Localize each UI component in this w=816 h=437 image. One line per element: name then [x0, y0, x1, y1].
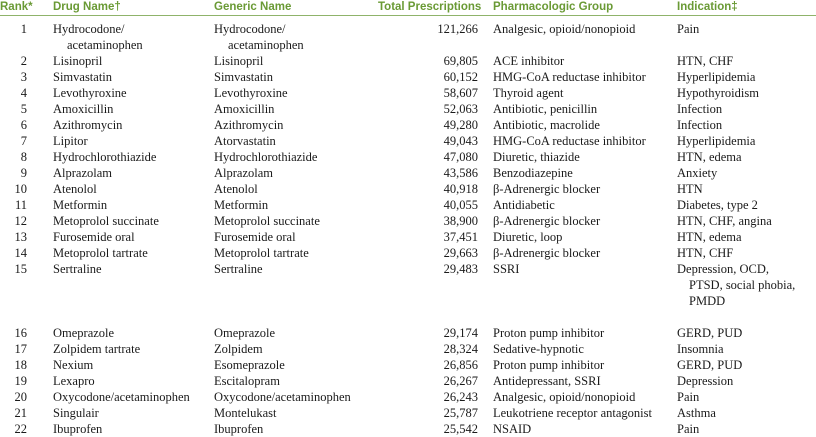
indication-cell-line: Pain [677, 390, 700, 404]
indication-cell [677, 53, 816, 69]
drug-name-cell [53, 85, 208, 101]
drug-name-cell-line: Levothyroxine [53, 86, 127, 100]
pharmacologic-group-cell: β-Adrenergic blocker [493, 246, 601, 260]
table-row [0, 325, 816, 341]
pharmacologic-group-cell: SSRI [493, 262, 520, 276]
indication-cell-line: Anxiety [677, 166, 718, 180]
rank-cell: 7 [20, 134, 27, 148]
indication-cell-line: GERD, PUD [677, 358, 743, 372]
table-row [0, 69, 816, 85]
indication-cell-line: HTN, CHF [677, 54, 734, 68]
table-row [0, 341, 816, 357]
pharmacologic-group-cell: NSAID [493, 422, 532, 436]
table-row [0, 261, 816, 325]
generic-name-cell [214, 117, 379, 133]
rank-cell: 19 [14, 374, 27, 388]
pharmacologic-group-cell: Antidepressant, SSRI [493, 374, 601, 388]
pharmacologic-group-cell: β-Adrenergic blocker [493, 182, 601, 196]
indication-cell-line: Hyperlipidemia [677, 70, 756, 84]
table-row [0, 245, 816, 261]
generic-name-cell [214, 181, 379, 197]
table-row [0, 133, 816, 149]
pharmacologic-group-cell: Sedative-hypnotic [493, 342, 584, 356]
rank-cell: 13 [14, 230, 27, 244]
indication-cell [677, 325, 816, 341]
rank-cell: 16 [14, 326, 27, 340]
rank-cell: 8 [20, 150, 27, 164]
pharmacologic-group-cell: Diuretic, loop [493, 230, 563, 244]
drug-name-cell-line: Simvastatin [53, 70, 113, 84]
indication-cell-line: Insomnia [677, 342, 724, 356]
table-row [0, 181, 816, 197]
generic-name-cell-line: Lisinopril [214, 54, 264, 68]
total-prescriptions-cell: 49,043 [443, 134, 478, 148]
header-divider [0, 15, 816, 16]
indication-cell-line: HTN, edema [677, 150, 742, 164]
total-prescriptions-cell: 38,900 [443, 214, 478, 228]
indication-cell [677, 229, 816, 245]
indication-cell [677, 421, 816, 437]
generic-name-cell-line: Ibuprofen [214, 422, 264, 436]
indication-cell [677, 357, 816, 373]
generic-name-cell [214, 69, 379, 85]
rank-cell: 15 [14, 262, 27, 276]
generic-name-cell [214, 213, 379, 229]
generic-name-cell-line: Simvastatin [214, 70, 274, 84]
drug-name-cell-line: Omeprazole [53, 326, 115, 340]
drug-name-cell [53, 197, 208, 213]
drug-name-cell-line: Metoprolol tartrate [53, 246, 148, 260]
indication-cell-line: PTSD, social phobia, [689, 278, 796, 292]
total-prescriptions-cell: 29,663 [443, 246, 478, 260]
pharmacologic-group-cell: Antibiotic, penicillin [493, 102, 598, 116]
pharmacologic-group-cell: Proton pump inhibitor [493, 326, 605, 340]
indication-cell-line: HTN [677, 182, 703, 196]
table-row [0, 53, 816, 69]
indication-cell-line: Diabetes, type 2 [677, 198, 758, 212]
drug-name-cell [53, 165, 208, 181]
generic-name-cell-line: Furosemide oral [214, 230, 296, 244]
drug-name-cell-line: Hydrocodone/ [53, 22, 125, 36]
indication-cell [677, 165, 816, 181]
pharmacologic-group-cell: Diuretic, thiazide [493, 150, 580, 164]
generic-name-cell [214, 405, 379, 421]
header-indication: Indication‡ [677, 1, 738, 13]
table-row [0, 389, 816, 405]
drug-name-cell [53, 21, 208, 53]
drug-name-cell [53, 245, 208, 261]
rank-cell: 21 [14, 406, 27, 420]
indication-cell-line: Hypothyroidism [677, 86, 759, 100]
generic-name-cell [214, 149, 379, 165]
total-prescriptions-cell: 58,607 [443, 86, 478, 100]
generic-name-cell [214, 325, 379, 341]
indication-cell-line: Asthma [677, 406, 716, 420]
rank-cell: 12 [14, 214, 27, 228]
generic-name-cell-line: Omeprazole [214, 326, 276, 340]
generic-name-cell-line: Metoprolol tartrate [214, 246, 309, 260]
header-drug-name: Drug Name† [53, 1, 121, 13]
generic-name-cell-line: Azithromycin [214, 118, 284, 132]
generic-name-cell [214, 341, 379, 357]
total-prescriptions-cell: 26,267 [443, 374, 478, 388]
drug-name-cell [53, 101, 208, 117]
indication-cell [677, 149, 816, 165]
generic-name-cell [214, 421, 379, 437]
generic-name-cell [214, 85, 379, 101]
drug-name-cell [53, 53, 208, 69]
rank-cell: 20 [14, 390, 27, 404]
table-row [0, 405, 816, 421]
drug-name-cell [53, 133, 208, 149]
generic-name-cell-line: Alprazolam [214, 166, 274, 180]
total-prescriptions-cell: 69,805 [443, 54, 478, 68]
indication-cell [677, 85, 816, 101]
total-prescriptions-cell: 60,152 [443, 70, 478, 84]
indication-cell-line: Pain [677, 422, 700, 436]
total-prescriptions-cell: 40,055 [443, 198, 478, 212]
total-prescriptions-cell: 26,856 [443, 358, 478, 372]
total-prescriptions-cell: 25,787 [443, 406, 478, 420]
table-row [0, 117, 816, 133]
indication-cell [677, 181, 816, 197]
rank-cell: 22 [14, 422, 27, 436]
table-body [0, 21, 816, 437]
indication-cell-line: Depression [677, 374, 734, 388]
generic-name-cell-line: Montelukast [214, 406, 277, 420]
indication-cell [677, 69, 816, 85]
indication-cell [677, 261, 816, 309]
indication-cell [677, 197, 816, 213]
drug-name-cell-line: Ibuprofen [53, 422, 103, 436]
rank-cell: 18 [14, 358, 27, 372]
rank-cell: 17 [14, 342, 27, 356]
pharmacologic-group-cell: Leukotriene receptor antagonist [493, 406, 652, 420]
generic-name-cell [214, 357, 379, 373]
generic-name-cell-line: Esomeprazole [214, 358, 285, 372]
total-prescriptions-cell: 37,451 [443, 230, 478, 244]
pharmacologic-group-cell: Benzodiazepine [493, 166, 573, 180]
total-prescriptions-cell: 29,174 [443, 326, 478, 340]
table-row [0, 421, 816, 437]
drug-name-cell [53, 149, 208, 165]
drug-name-cell-line: Sertraline [53, 262, 102, 276]
generic-name-cell [214, 261, 379, 277]
table-row [0, 85, 816, 101]
drug-name-cell-line: Hydrochlorothiazide [53, 150, 157, 164]
rank-cell: 6 [20, 118, 27, 132]
total-prescriptions-cell: 25,542 [443, 422, 478, 436]
pharmacologic-group-cell: Proton pump inhibitor [493, 358, 605, 372]
indication-cell-line: HTN, edema [677, 230, 742, 244]
generic-name-cell [214, 229, 379, 245]
header-rank: Rank* [0, 1, 33, 13]
indication-cell-line: Hyperlipidemia [677, 134, 756, 148]
table-row [0, 21, 816, 53]
generic-name-cell [214, 53, 379, 69]
header-generic-name: Generic Name [214, 1, 292, 13]
header-pharmacologic-group: Pharmacologic Group [493, 1, 614, 13]
generic-name-cell-line: Amoxicillin [214, 102, 275, 116]
table-row [0, 373, 816, 389]
drug-name-cell [53, 341, 208, 357]
total-prescriptions-cell: 26,243 [443, 390, 478, 404]
generic-name-cell-line: Hydrochlorothiazide [214, 150, 318, 164]
drug-name-cell [53, 181, 208, 197]
indication-cell [677, 21, 816, 37]
generic-name-cell-line: acetaminophen [228, 38, 304, 52]
header-total-prescriptions: Total Prescriptions [378, 1, 482, 13]
generic-name-cell-line: Atorvastatin [214, 134, 276, 148]
indication-cell [677, 117, 816, 133]
indication-cell [677, 373, 816, 389]
indication-cell-line: HTN, CHF [677, 246, 734, 260]
pharmacologic-group-cell: Analgesic, opioid/nonopioid [493, 22, 636, 36]
generic-name-cell [214, 389, 379, 405]
total-prescriptions-cell: 43,586 [443, 166, 478, 180]
rank-cell: 11 [14, 198, 27, 212]
generic-name-cell [214, 373, 379, 389]
drug-name-cell [53, 405, 208, 421]
indication-cell-line: Infection [677, 118, 723, 132]
total-prescriptions-cell: 28,324 [443, 342, 478, 356]
indication-cell-line: PMDD [689, 294, 726, 308]
total-prescriptions-cell: 40,918 [443, 182, 478, 196]
total-prescriptions-cell: 47,080 [443, 150, 478, 164]
generic-name-cell-line: Metoprolol succinate [214, 214, 320, 228]
generic-name-cell-line: Zolpidem [214, 342, 263, 356]
indication-cell-line: Depression, OCD, [677, 262, 770, 276]
table-row [0, 357, 816, 373]
rank-cell: 4 [20, 86, 27, 100]
drug-name-cell-line: Atenolol [53, 182, 97, 196]
table-row [0, 213, 816, 229]
generic-name-cell-line: Levothyroxine [214, 86, 288, 100]
generic-name-cell-line: Escitalopram [214, 374, 280, 388]
drug-name-cell-line: Lisinopril [53, 54, 103, 68]
rank-cell: 9 [20, 166, 27, 180]
total-prescriptions-cell: 121,266 [437, 22, 478, 36]
pharmacologic-group-cell: Antidiabetic [493, 198, 555, 212]
total-prescriptions-cell: 29,483 [443, 262, 478, 276]
drug-name-cell-line: Lipitor [53, 134, 88, 148]
table-row [0, 229, 816, 245]
rank-cell: 14 [14, 246, 27, 260]
drug-name-cell-line: acetaminophen [67, 38, 143, 52]
indication-cell [677, 213, 816, 229]
total-prescriptions-cell: 52,063 [443, 102, 478, 116]
pharmacologic-group-cell: Analgesic, opioid/nonopioid [493, 390, 636, 404]
indication-cell [677, 341, 816, 357]
generic-name-cell [214, 197, 379, 213]
drug-name-cell [53, 261, 208, 277]
rank-cell: 5 [20, 102, 27, 116]
indication-cell-line: Pain [677, 22, 700, 36]
table-header [0, 0, 816, 14]
drug-name-cell [53, 421, 208, 437]
generic-name-cell [214, 133, 379, 149]
pharmacologic-group-cell: ACE inhibitor [493, 54, 565, 68]
drug-name-cell [53, 357, 208, 373]
drug-name-cell [53, 229, 208, 245]
generic-name-cell-line: Metformin [214, 198, 269, 212]
drug-name-cell-line: Amoxicillin [53, 102, 114, 116]
indication-cell [677, 389, 816, 405]
drug-name-cell-line: Furosemide oral [53, 230, 135, 244]
table-row [0, 197, 816, 213]
drug-name-cell [53, 373, 208, 389]
table-row [0, 149, 816, 165]
indication-cell-line: GERD, PUD [677, 326, 743, 340]
indication-cell [677, 133, 816, 149]
drug-name-cell-line: Alprazolam [53, 166, 113, 180]
drug-name-cell-line: Metoprolol succinate [53, 214, 159, 228]
indication-cell-line: HTN, CHF, angina [677, 214, 772, 228]
indication-cell [677, 405, 816, 421]
generic-name-cell-line: Oxycodone/acetaminophen [214, 390, 351, 404]
pharmacologic-group-cell: β-Adrenergic blocker [493, 214, 601, 228]
generic-name-cell [214, 165, 379, 181]
table-row [0, 101, 816, 117]
rank-cell: 3 [20, 70, 27, 84]
generic-name-cell-line: Atenolol [214, 182, 258, 196]
drug-name-cell-line: Singulair [53, 406, 99, 420]
drug-name-cell [53, 389, 208, 405]
drug-name-cell-line: Zolpidem tartrate [53, 342, 141, 356]
indication-cell [677, 101, 816, 117]
indication-cell [677, 245, 816, 261]
total-prescriptions-cell: 49,280 [443, 118, 478, 132]
generic-name-cell [214, 21, 379, 53]
generic-name-cell-line: Sertraline [214, 262, 263, 276]
rank-cell: 2 [20, 54, 27, 68]
generic-name-cell [214, 101, 379, 117]
pharmacologic-group-cell: Thyroid agent [493, 86, 564, 100]
drug-name-cell-line: Nexium [53, 358, 94, 372]
drug-name-cell-line: Metformin [53, 198, 108, 212]
drug-name-cell [53, 213, 208, 229]
drug-name-cell [53, 117, 208, 133]
drug-name-cell [53, 69, 208, 85]
indication-cell-line: Infection [677, 102, 723, 116]
drug-name-cell-line: Oxycodone/acetaminophen [53, 390, 190, 404]
drug-name-cell [53, 325, 208, 341]
rank-cell: 10 [14, 182, 27, 196]
drug-name-cell-line: Azithromycin [53, 118, 123, 132]
generic-name-cell [214, 245, 379, 261]
pharmacologic-group-cell: HMG-CoA reductase inhibitor [493, 134, 646, 148]
pharmacologic-group-cell: HMG-CoA reductase inhibitor [493, 70, 646, 84]
generic-name-cell-line: Hydrocodone/ [214, 22, 286, 36]
rank-cell: 1 [20, 22, 27, 36]
pharmacologic-group-cell: Antibiotic, macrolide [493, 118, 600, 132]
drug-name-cell-line: Lexapro [53, 374, 95, 388]
table-row [0, 165, 816, 181]
